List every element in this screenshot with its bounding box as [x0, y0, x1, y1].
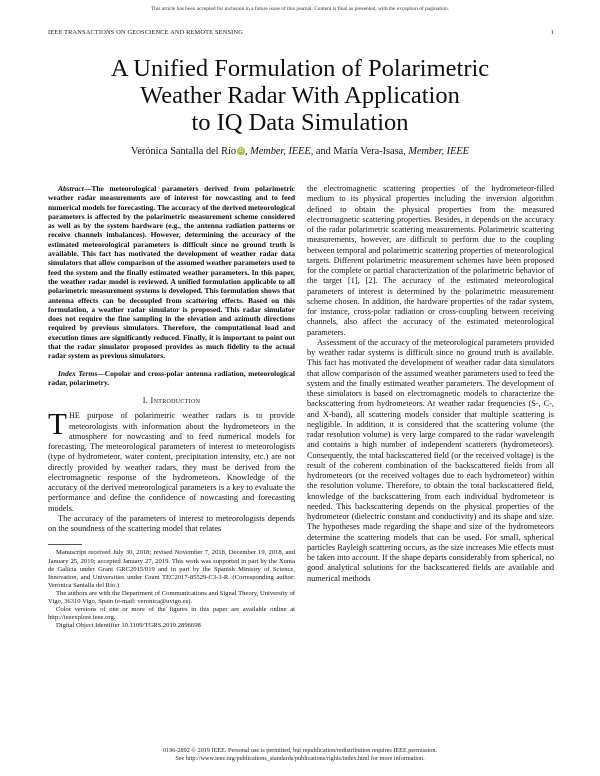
right-paragraph-1: the electromagnetic scattering properties of the hydrometeor-filled medium to its physical properties including the inversion algorithm defined to obtain the physical properties from the measured electromagnetic scattering properties. Besides, it depends on the accuracy of the radar polarimetric scattering measurements. Polarimetric scattering measurements, however, are difficult to perform due to the coupling between temporal and polarimetric scattering properties of meteorological targets. Different polarimetric measurement schemes have been proposed for the complete or partial characterization of the polarimetric behavior of the target [1], [2]. The accuracy of the estimated meteorological parameters of interest is determined by the polarimetric measurement scheme chosen. In addition, the hardware properties of the radar system, for instance, cross-polar radiation or cross-coupling between receiving channels, also affect the accuracy of the estimated meteorological parameters. [307, 184, 554, 337]
journal-name: IEEE TRANSACTIONS ON GEOSCIENCE AND REMOTE SENSING [48, 29, 243, 36]
copyright-line-2: See http://www.ieee.org/publications_standards/publications/rights/index.html for more information. [175, 755, 425, 762]
running-header [48, 29, 554, 36]
copyright-line-1: 0196-2892 © 2019 IEEE. Personal use is permitted, but republication/redistribution requires IEEE permission. [163, 747, 437, 754]
footnote-divider [48, 544, 82, 545]
intro-lead-word: HE [68, 411, 80, 421]
title-line-2: Weather Radar With Application [140, 82, 460, 109]
abstract-text: —The meteorological parameters derived from polarimetric weather radar measurements are of interest for nowcasting and to feed numerical models for forecasting. The accuracy of the derived meteorological parameters is affected by the polarimetric measurement scheme considered as well as by the system hardware (e.g., the antenna radiation patterns or receive channels imbalances). However, determining the accuracy of the estimated meteorological parameters is difficult since no ground truth is available. This fact has motivated the development of weather radar data simulators that allow comparison of the assumed weather parameters used to feed the system and the finally estimated weather parameters. In this paper, the weather radar model is reviewed. A unified formulation applicable to all polarimetric measurement systems is developed. This formulation shows that antenna effects can be decoupled from scattering effects. Based on this formulation, a weather radar simulator is proposed. This radar simulator does not require the fine sampling in the elevation and azimuth directions required by previous simulators. Therefore, the computational load and execution times are significantly reduced. Finally, it is important to point out that the radar simulator proposed provides as much fidelity to the actual radar system as previous simulators. [48, 184, 295, 361]
index-terms [48, 369, 295, 388]
acceptance-notice: This article has been accepted for inclusion in a future issue of this journal. Content is final as presented, with the exception of pagination. [150, 6, 450, 12]
title-line-3: to IQ Data Simulation [191, 109, 409, 136]
footnote-manuscript: Manuscript received July 30, 2018; revised November 7, 2018, December 19, 2018, and January 25, 2019; accepted January 27, 2019. This work was supported in part by the Xunta de Galicia under Grant GRC2015/019 and in part by the Spanish Ministry of Science, Innovation, and Universities under Grant TEC2017-85529-C3-3-R. (Corresponding author: Verónica Santalla del Río.) [48, 549, 295, 589]
paper-title [60, 55, 540, 136]
footnote-color-versions: Color versions of one or more of the figures in this paper are available online at http://ieeexplore.ieee.org. [48, 606, 295, 622]
orcid-icon[interactable]: iD [238, 148, 244, 154]
abstract [48, 184, 295, 361]
intro-paragraph-1 [48, 406, 295, 514]
section-heading-introduction: I. Introduction [142, 396, 201, 406]
left-column [48, 184, 295, 630]
author-connector: and [313, 146, 334, 157]
intro-paragraph-1-text: purpose of polarimetric weather radars is to provide meteorologists with information about the hydrometeors in the atmosphere for nowcasting and to feed numerical models for forecasting. The meteorological parameters of interest to meteorologists (type of hydrometeor, water content, precipitation intensity, etc.) are not directly provided by weather radars, they must be derived from the electromagnetic response of the hydrometeors. Knowledge of the accuracy of the derived meteorological parameters is a key to evaluate the performance and define the confidence of nowcasting and forecasting models. [48, 411, 295, 513]
author-1-name: Verónica Santalla del Río [131, 146, 236, 157]
intro-paragraph-2: The accuracy of the parameters of interest to meteorologists depends on the soundness of the scattering model that relates [48, 513, 295, 534]
page-number: 1 [550, 29, 554, 36]
author-line [40, 146, 560, 157]
right-paragraph-2: Assessment of the accuracy of the meteorological parameters provided by weather radar systems is difficult since no ground truth is available. This fact has motivated the development of weather radar data simulators that allow comparison of the assumed weather parameters used to feed the system and the finally estimated weather parameters. The development of these simulators is based on electromagnetic models to characterize the backscattering from hydrometeors. At weather radar frequencies (S-, C-, and X-band), all scattering models consider that multiple scattering is negligible. In addition, it is considered that the scattering volume (the radar resolution volume) is very large compared to the radar wavelength and contains a high number of independent scatterers (hydrometeors). Consequently, the total backscattered field (or the received voltage) is the result of the coherent combination of the backscattered fields from all hydrometeors (or the received voltages due to each hydrometeor) within the resolution volume. Therefore, to obtain the total backscattered field, knowledge of the backscattering from each individual hydrometeor is needed. This backscattering depends on the physical properties of the hydrometeor (dielectric constant and conductivity) and its shape and size. The hypotheses made regarding the shape and size of the hydrometeors determine the scattering models that can be used. For small, spherical particles Rayleigh scattering occurs, as the size increases Mie effects must be taken into account. If the shape departs considerably from spherical, no good analytical solutions for the backscattered fields are available and numerical methods [307, 337, 554, 583]
dropcap-letter: T [48, 406, 67, 442]
title-line-1: A Unified Formulation of Polarimetric [110, 55, 490, 82]
author-2-name: María Vera-Isasa [333, 146, 404, 157]
footnote-doi: Digital Object Identifier 10.1109/TGRS.2019.2896698 [56, 622, 201, 630]
copyright-footer [0, 747, 600, 763]
footnotes [48, 549, 295, 630]
index-terms-label: Index Terms [58, 368, 98, 378]
author-2-role: , Member, IEEE [403, 146, 469, 157]
right-column [307, 184, 554, 584]
index-terms-text: —Copolar and cross-polar antenna radiation, meteorological radar, polarimetry. [48, 368, 295, 387]
footnote-affiliation: The authors are with the Department of Communications and Signal Theory, University of Vigo, 36310 Vigo, Spain (e-mail: veronica@uvigo.es). [48, 589, 295, 606]
abstract-label: Abstract [58, 184, 84, 193]
author-1-role: , Member, IEEE, [244, 146, 314, 157]
